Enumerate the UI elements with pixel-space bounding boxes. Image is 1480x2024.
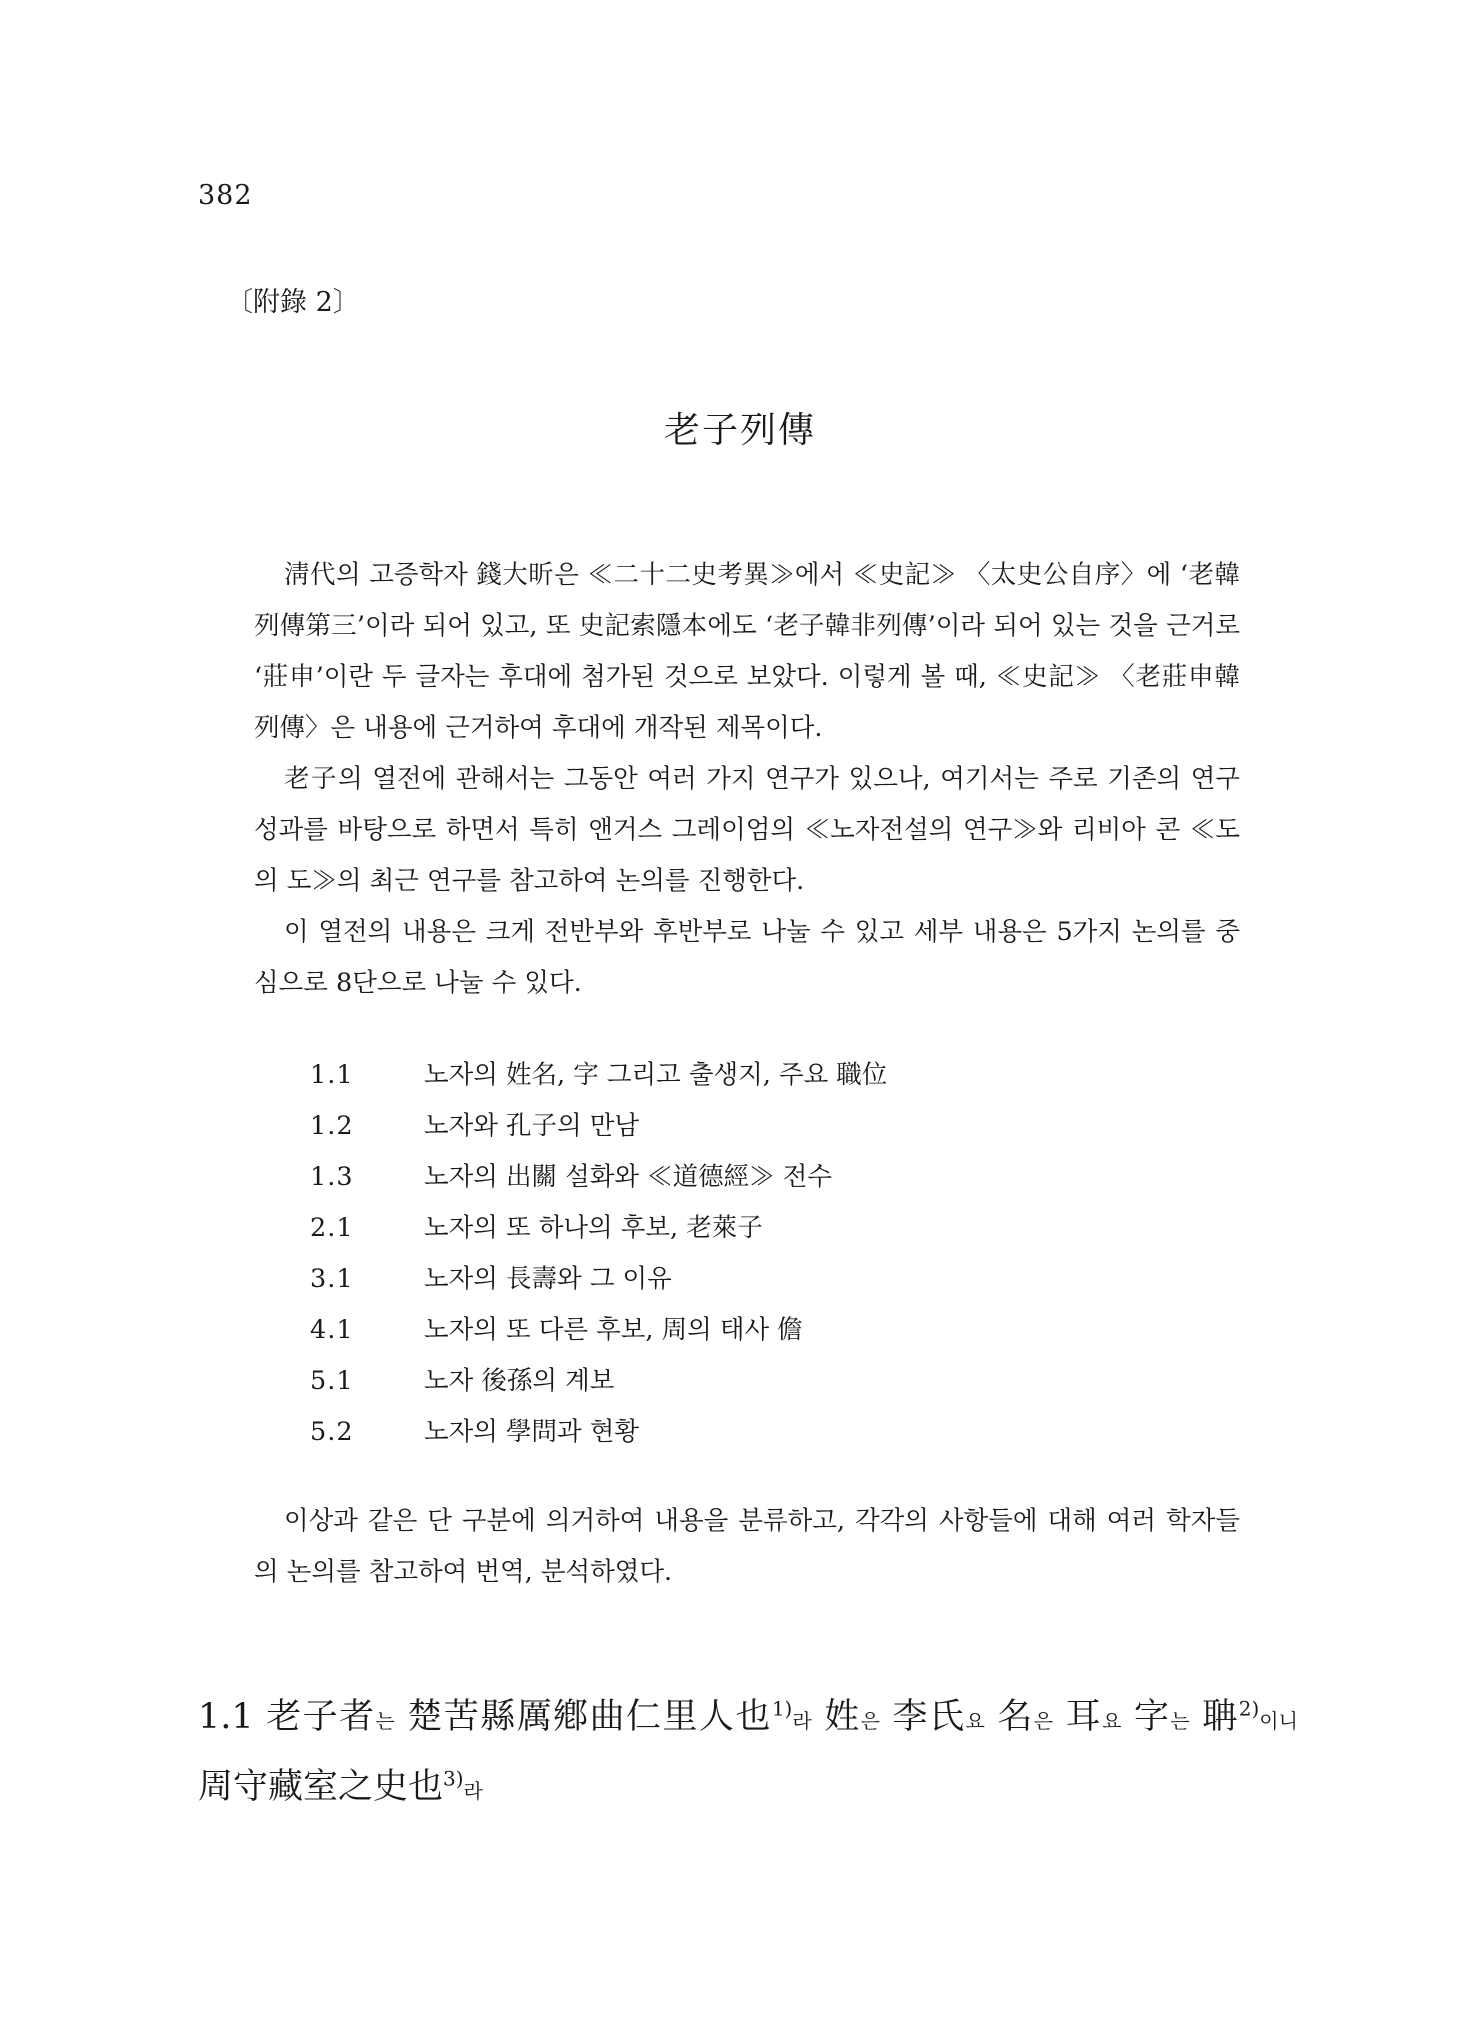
heading-text: 楚苦縣厲鄕曲仁里人也 xyxy=(394,1697,772,1737)
outline-item xyxy=(310,1407,887,1458)
heading-particle: 이니 xyxy=(1259,1709,1298,1733)
heading-particle: 는 xyxy=(1170,1709,1190,1733)
outline-list xyxy=(310,1050,887,1458)
page-title: 老子列傳 xyxy=(663,410,816,451)
heading-text: 李氏 xyxy=(880,1697,966,1737)
outline-text: 노자와 孔子의 만남 xyxy=(424,1111,640,1141)
heading-text: 聃 xyxy=(1189,1697,1239,1737)
outline-text: 노자의 學問과 현황 xyxy=(424,1417,640,1447)
heading-particle: 요 xyxy=(1102,1709,1122,1733)
outline-item xyxy=(310,1050,887,1101)
outline-item xyxy=(310,1101,887,1152)
outline-text: 노자의 姓名, 字 그리고 출생지, 주요 職位 xyxy=(424,1060,888,1090)
outline-item xyxy=(310,1203,887,1254)
heading-text: 耳 xyxy=(1053,1697,1103,1737)
outline-number: 4.1 xyxy=(310,1315,354,1345)
footnote-ref: 2) xyxy=(1238,1696,1260,1721)
intro-paragraph: 이 열전의 내용은 크게 전반부와 후반부로 나눌 수 있고 세부 내용은 5가지 논의를 중심으로 8단으로 나눌 수 있다. xyxy=(254,917,1240,998)
heading-text: 姓 xyxy=(811,1697,861,1737)
outline-number: 1.2 xyxy=(310,1111,354,1141)
footnote-ref: 1) xyxy=(771,1696,793,1721)
heading-particle: 라 xyxy=(463,1779,483,1803)
intro-paragraph: 淸代의 고증학자 錢大昕은 ≪二十二史考異≫에서 ≪史記≫ 〈太史公自序〉에 ‘老韓列傳第三’이라 되어 있고, 또 史記索隱本에도 ‘老子韓非列傳’이라 되어 있는 것을 근거로 ‘莊申’이란 두 글자는 후대에 첨가된 것으로 보았다. 이렇게 볼 때, ≪史記≫ 〈老莊申韓列傳〉은 내용에 근거하여 후대에 개작된 제목이다. xyxy=(254,560,1240,743)
outline-item xyxy=(310,1254,887,1305)
outline-number: 1.1 xyxy=(310,1060,354,1090)
heading-text: 字 xyxy=(1121,1697,1171,1737)
appendix-label: 〔附錄 2〕 xyxy=(226,287,360,318)
heading-particle: 는 xyxy=(375,1709,395,1733)
outline-item xyxy=(310,1356,887,1407)
closing-text xyxy=(254,1496,1240,1598)
outline-item xyxy=(310,1305,887,1356)
footnote-ref: 3) xyxy=(443,1766,464,1791)
outline-text: 노자의 또 하나의 후보, 老萊子 xyxy=(424,1213,763,1243)
outline-number: 2.1 xyxy=(310,1213,354,1243)
closing-paragraph: 이상과 같은 단 구분에 의거하여 내용을 분류하고, 각각의 사항들에 대해 여러 학자들의 논의를 참고하여 번역, 분석하였다. xyxy=(254,1506,1240,1587)
intro-text xyxy=(254,550,1240,1009)
outline-text: 노자의 出關 설화와 ≪道德經≫ 전수 xyxy=(424,1162,832,1192)
outline-text: 노자 後孫의 계보 xyxy=(424,1366,615,1396)
section-heading xyxy=(198,1684,1298,1824)
outline-number: 5.1 xyxy=(310,1366,354,1396)
outline-item xyxy=(310,1152,887,1203)
heading-particle: 요 xyxy=(965,1709,985,1733)
outline-text: 노자의 長壽와 그 이유 xyxy=(424,1264,672,1294)
page-number: 382 xyxy=(198,180,253,211)
outline-number: 1.3 xyxy=(310,1162,354,1192)
heading-particle: 은 xyxy=(1033,1709,1054,1733)
outline-number: 5.2 xyxy=(310,1417,354,1447)
outline-text: 노자의 또 다른 후보, 周의 태사 儋 xyxy=(424,1315,803,1345)
outline-number: 3.1 xyxy=(310,1264,354,1294)
heading-text: 名 xyxy=(984,1697,1034,1737)
heading-particle: 라 xyxy=(792,1709,812,1733)
heading-particle: 은 xyxy=(860,1709,880,1733)
heading-text: 1.1 老子者 xyxy=(198,1697,376,1737)
intro-paragraph: 老子의 열전에 관해서는 그동안 여러 가지 연구가 있으나, 여기서는 주로 기존의 연구 성과를 바탕으로 하면서 특히 앤거스 그레이엄의 ≪노자전설의 연구≫와 리비아 콘 ≪도의 도≫의 최근 연구를 참고하여 논의를 진행한다. xyxy=(254,764,1240,896)
heading-text: 周守藏室之史也 xyxy=(198,1767,444,1807)
